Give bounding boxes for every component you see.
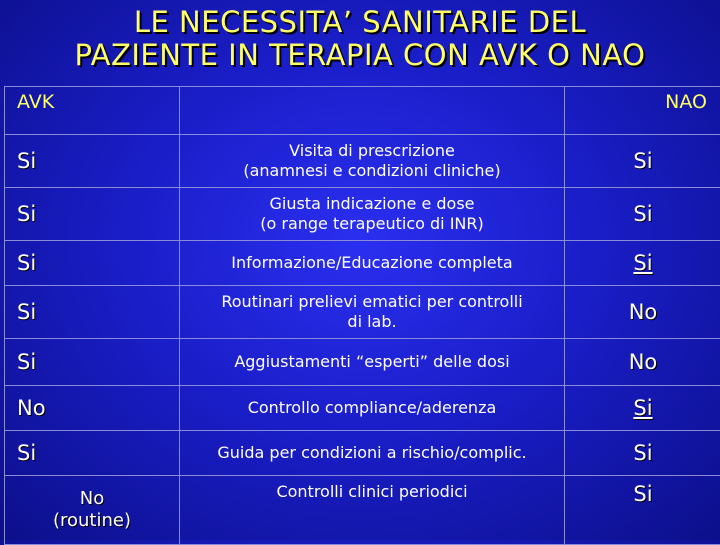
avk-cell: Si [5, 188, 180, 241]
header-nao: NAO [565, 87, 720, 135]
nao-cell: No [565, 286, 720, 339]
avk-note: (routine) [5, 510, 179, 532]
table-row [5, 286, 720, 339]
avk-cell: Si [5, 135, 180, 188]
comparison-table [4, 86, 720, 545]
table-row [5, 339, 720, 386]
header-middle [180, 87, 565, 135]
nao-cell: Si [565, 241, 720, 286]
nao-cell: Si [565, 135, 720, 188]
title-line-1: LE NECESSITA’ SANITARIE DEL [0, 6, 720, 39]
table-row [5, 431, 720, 476]
title-line-2: PAZIENTE IN TERAPIA CON AVK O NAO [0, 39, 720, 72]
description-line-2: (anamnesi e condizioni cliniche) [180, 161, 564, 181]
avk-cell: Si [5, 241, 180, 286]
avk-cell: Si [5, 286, 180, 339]
description-cell [180, 188, 565, 241]
table-row [5, 135, 720, 188]
avk-value: No [5, 488, 179, 510]
description-line-1: Controlli clinici periodici [180, 482, 564, 502]
table-row [5, 386, 720, 431]
description-line-2: di lab. [180, 312, 564, 332]
header-avk: AVK [5, 87, 180, 135]
avk-cell [5, 476, 180, 545]
description-cell [180, 135, 565, 188]
nao-cell: Si [565, 188, 720, 241]
table-row [5, 476, 720, 545]
avk-cell: Si [5, 339, 180, 386]
table-row [5, 241, 720, 286]
table-header-row [5, 87, 720, 135]
description-line-1: Informazione/Educazione completa [180, 253, 564, 273]
description-line-1: Routinari prelievi ematici per controlli [180, 292, 564, 312]
description-cell [180, 339, 565, 386]
description-line-2: (o range terapeutico di INR) [180, 214, 564, 234]
description-line-1: Giusta indicazione e dose [180, 194, 564, 214]
description-line-1: Aggiustamenti “esperti” delle dosi [180, 352, 564, 372]
description-cell [180, 241, 565, 286]
description-line-1: Visita di prescrizione [180, 141, 564, 161]
description-cell [180, 431, 565, 476]
nao-cell: Si [565, 386, 720, 431]
description-line-1: Guida per condizioni a rischio/complic. [180, 443, 564, 463]
avk-cell: No [5, 386, 180, 431]
nao-cell: Si [565, 476, 720, 545]
avk-cell: Si [5, 431, 180, 476]
description-cell [180, 386, 565, 431]
nao-cell: No [565, 339, 720, 386]
description-cell [180, 286, 565, 339]
slide-title [0, 6, 720, 72]
description-line-1: Controllo compliance/aderenza [180, 398, 564, 418]
table-row [5, 188, 720, 241]
nao-cell: Si [565, 431, 720, 476]
description-cell [180, 476, 565, 545]
